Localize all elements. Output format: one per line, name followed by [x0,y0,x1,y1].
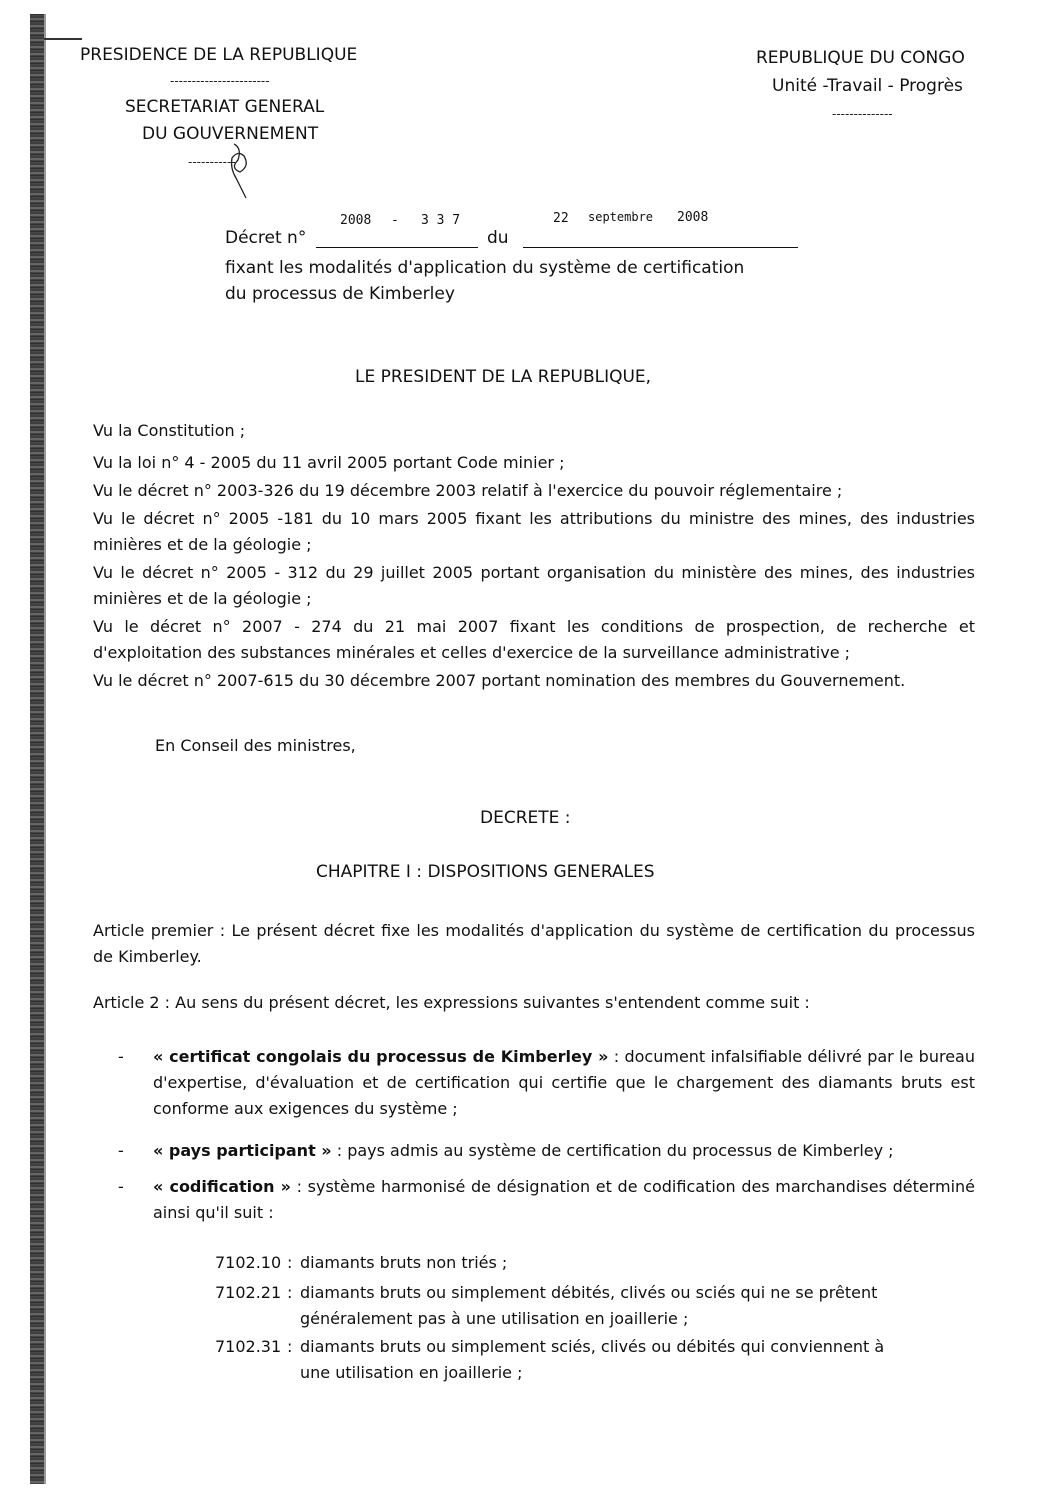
code-separator: : [287,1253,293,1272]
definition-dash: - [118,1177,124,1196]
decree-number-year: 2008 [340,213,372,228]
definition-codification [153,1174,975,1226]
definition-dash: - [118,1141,124,1160]
article-2-label: Article 2 [93,993,160,1012]
decree-prefix: Décret n° [225,228,307,248]
initials-mark [220,138,260,202]
article-2 [93,990,975,1016]
chapter-heading: CHAPITRE I : DISPOSITIONS GENERALES [316,862,655,882]
definition-pays-participant [153,1138,975,1164]
decree-number-line [316,247,478,248]
visa-decret-2005-312: Vu le décret n° 2005 - 312 du 29 juillet 2005 portant organisation du ministère des mines, des industries minières et de la géologie ; [93,563,975,608]
decrete-heading: DECRETE : [480,808,571,828]
decree-date-year: 2008 [677,210,709,225]
definition-dash: - [118,1047,124,1066]
secretariat-heading: SECRETARIAT GENERAL [125,97,325,117]
article-1-text: : Le présent décret fixe les modalités d'application du système de certification du processus de Kimberley. [93,921,975,966]
code-description: diamants bruts ou simplement débités, clivés ou sciés qui ne se prêtent généralement pas à une utilisation en joaillerie ; [300,1283,878,1328]
republique-heading: REPUBLIQUE DU CONGO [756,48,965,68]
code-description: diamants bruts non triés ; [300,1253,508,1272]
visa-decret-2003-326: Vu le décret n° 2003-326 du 19 décembre 2003 relatif à l'exercice du pouvoir réglementaire ; [93,481,843,500]
definition-term: « certificat congolais du processus de Kimberley » [153,1047,609,1066]
decree-du: du [487,228,509,248]
devise: Unité -Travail - Progrès [772,76,963,96]
conseil-line: En Conseil des ministres, [155,736,356,755]
definition-term: « codification » [153,1177,291,1196]
decree-title-line-2: du processus de Kimberley [225,284,455,304]
code-separator: : [287,1283,293,1302]
code-number: 7102.31 [215,1337,282,1356]
scan-edge [30,14,46,1484]
definition-term: « pays participant » [153,1141,332,1160]
definition-certificat [153,1044,975,1122]
top-rule [44,38,82,40]
visa-code-minier: Vu la loi n° 4 - 2005 du 11 avril 2005 portant Code minier ; [93,453,565,472]
visa-decret-2005-181: Vu le décret n° 2005 -181 du 10 mars 2005 fixant les attributions du ministre des mines, des industries minières et de la géologie ; [93,509,975,554]
header-right-separator: -------------- [832,107,893,121]
code-number: 7102.10 [215,1253,282,1272]
presidence-heading: PRESIDENCE DE LA REPUBLIQUE [80,45,358,65]
decree-number-num: 3 3 7 [421,213,461,228]
article-2-text: : Au sens du présent décret, les expressions suivantes s'entendent comme suit : [159,993,810,1012]
decree-date-month: septembre [588,210,654,224]
visa-decret-2007-615: Vu le décret n° 2007-615 du 30 décembre 2007 portant nomination des membres du Gouvernement. [93,671,906,690]
decree-number-dash: - [391,213,399,228]
code-number: 7102.21 [215,1283,282,1302]
definition-text: : document infalsifiable délivré par le bureau d'expertise, d'évaluation et de certification qui certifie que le chargement des diamants bruts est conforme aux exigences du système ; [153,1047,975,1118]
gouvernement-heading: DU GOUVERNEMENT [142,124,319,144]
decree-date-day: 22 [553,211,569,226]
code-separator: : [287,1337,293,1356]
article-1 [93,918,975,970]
header-left-separator-1: ----------------------- [170,74,270,88]
definition-text: : pays admis au système de certification du processus de Kimberley ; [331,1141,894,1160]
definition-text: : système harmonisé de désignation et de codification des marchandises déterminé ainsi qu'il suit : [153,1177,975,1222]
header-left-separator-2: ----------- [188,155,236,169]
decree-date-line [523,247,798,248]
president-heading: LE PRESIDENT DE LA REPUBLIQUE, [355,367,652,387]
code-description: diamants bruts ou simplement sciés, clivés ou débités qui conviennent à une utilisation en joaillerie ; [300,1337,885,1382]
article-1-label: Article premier [93,921,214,940]
visa-decret-2007-274: Vu le décret n° 2007 - 274 du 21 mai 2007 fixant les conditions de prospection, de recherche et d'exploitation des substances minérales et celles d'exercice de la surveillance administrative ; [93,617,975,662]
decree-title-line-1: fixant les modalités d'application du système de certification [225,258,745,278]
visa-constitution: Vu la Constitution ; [93,421,246,440]
